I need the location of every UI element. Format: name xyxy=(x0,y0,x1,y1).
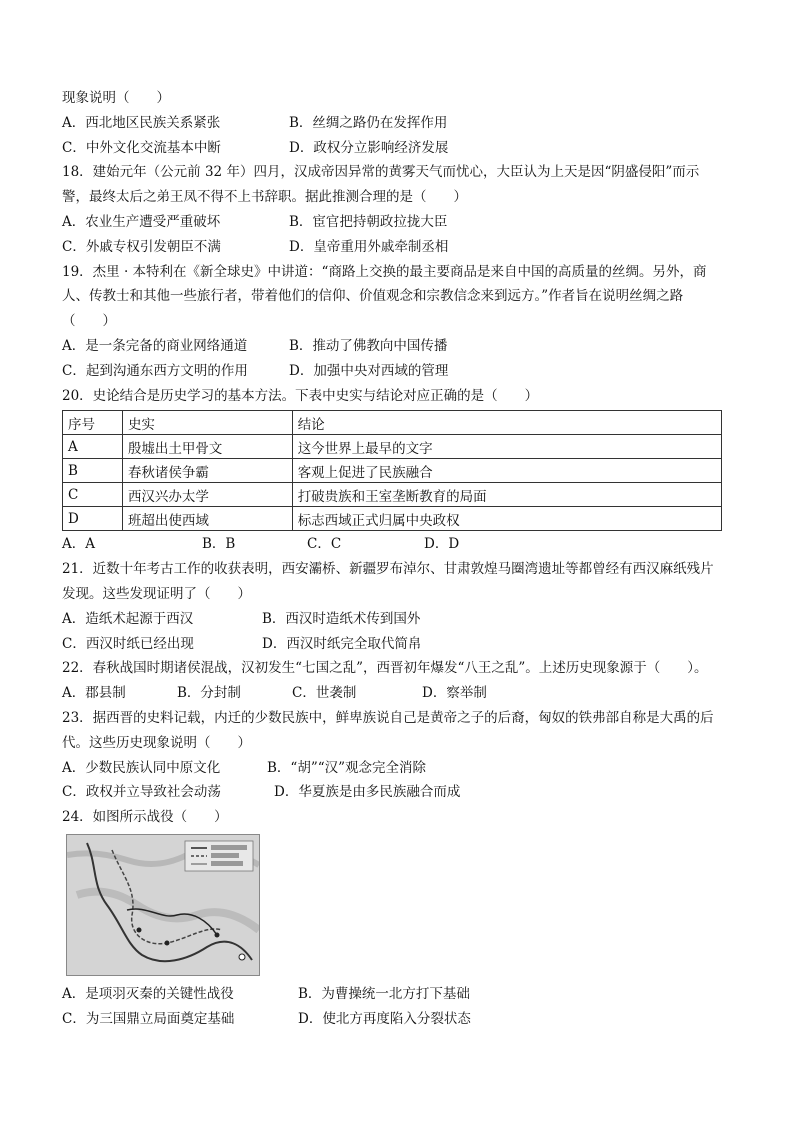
table-cell: 打破贵族和王室垄断教育的局面 xyxy=(292,483,721,507)
q17-stem: 现象说明（ ） xyxy=(62,90,170,106)
q19-options-row2 xyxy=(62,359,732,384)
table-row xyxy=(63,459,722,483)
table-row xyxy=(63,435,722,459)
table-cell: 标志西域正式归属中央政权 xyxy=(292,507,721,531)
q19-option-a[interactable]: A．是一条完备的商业网络通道 xyxy=(62,337,248,354)
q22-option-c[interactable]: C．世袭制 xyxy=(292,685,357,702)
table-cell: 客观上促进了民族融合 xyxy=(292,459,721,483)
q17-option-d[interactable]: D．政权分立影响经济发展 xyxy=(289,139,449,156)
q17-option-c[interactable]: C．中外文化交流基本中断 xyxy=(62,139,221,156)
table-header-cell: 史实 xyxy=(122,411,292,435)
q24-options-row2 xyxy=(62,1007,732,1032)
q23-options-row1 xyxy=(62,756,732,781)
q20-option-a[interactable]: A．A xyxy=(62,536,95,553)
q17-options-row1 xyxy=(62,111,732,136)
q23-stem-line2: 代。这些历史现象说明（ ） xyxy=(62,734,251,751)
q18-options-row2 xyxy=(62,235,732,260)
q20-options-row xyxy=(62,532,732,557)
q21-option-a[interactable]: A．造纸术起源于西汉 xyxy=(62,610,194,627)
exam-page xyxy=(62,86,732,1032)
q18-option-b[interactable]: B．宦官把持朝政拉拢大臣 xyxy=(289,213,448,230)
q18-option-d[interactable]: D．皇帝重用外戚牵制丞相 xyxy=(289,238,449,255)
q24-option-b[interactable]: B．为曹操统一北方打下基础 xyxy=(298,985,470,1002)
q24-options-row1 xyxy=(62,982,732,1007)
q17-option-b[interactable]: B．丝绸之路仍在发挥作用 xyxy=(289,114,448,131)
q20-option-d[interactable]: D．D xyxy=(424,536,460,553)
q22-options-row xyxy=(62,681,732,706)
battle-map-image xyxy=(66,834,260,976)
q19-stem-line1: 19．杰里 · 本特利在《新全球史》中讲道：“商路上交换的最主要商品是来自中国的高质量的丝绸。另外，商 xyxy=(62,263,707,280)
q19-stem-line2: 人、传教士和其他一些旅行者，带着他们的信仰、价值观念和宗教信念来到远方。”作者旨在说明丝绸之路 xyxy=(62,288,684,305)
table-cell: B xyxy=(63,459,123,483)
table-cell: C xyxy=(63,483,123,507)
q21-stem-line2: 发现。这些发现证明了（ ） xyxy=(62,585,251,602)
q17-options-row2 xyxy=(62,136,732,161)
q19-option-d[interactable]: D．加强中央对西域的管理 xyxy=(289,362,449,379)
table-header-cell: 结论 xyxy=(292,411,721,435)
table-cell: 这今世界上最早的文字 xyxy=(292,435,721,459)
q23-option-a[interactable]: A．少数民族认同中原文化 xyxy=(62,759,221,776)
table-cell: 春秋诸侯争霸 xyxy=(122,459,292,483)
q23-options-row2 xyxy=(62,780,732,805)
table-header-cell: 序号 xyxy=(63,411,123,435)
q19-options-row1 xyxy=(62,334,732,359)
q23-option-c[interactable]: C．政权并立导致社会动荡 xyxy=(62,784,221,801)
q24-option-a[interactable]: A．是项羽灭秦的关键性战役 xyxy=(62,985,234,1002)
q21-option-b[interactable]: B．西汉时造纸术传到国外 xyxy=(262,610,421,627)
q24-stem: 24．如图所示战役（ ） xyxy=(62,809,228,826)
q22-option-d[interactable]: D．察举制 xyxy=(422,685,487,702)
q18-stem-line2: 警，最终太后之弟王凤不得不上书辞职。据此推测合理的是（ ） xyxy=(62,189,467,206)
q20-option-c[interactable]: C．C xyxy=(307,536,342,553)
q23-option-b[interactable]: B．“胡”“汉”观念完全消除 xyxy=(267,759,427,776)
q20-stem: 20．史论结合是历史学习的基本方法。下表中史实与结论对应正确的是（ ） xyxy=(62,387,539,404)
q18-option-a[interactable]: A．农业生产遭受严重破坏 xyxy=(62,213,221,230)
q23-option-d[interactable]: D．华夏族是由多民族融合而成 xyxy=(274,784,461,801)
q18-stem-line1: 18．建始元年（公元前 32 年）四月，汉成帝因异常的黄雾天气而忧心，大臣认为上天是因“阴盛侵阳”而示 xyxy=(62,164,700,181)
table-row xyxy=(63,507,722,531)
q18-options-row1 xyxy=(62,210,732,235)
q24-option-c[interactable]: C．为三国鼎立局面奠定基础 xyxy=(62,1010,235,1027)
table-cell: 殷墟出土甲骨文 xyxy=(122,435,292,459)
q23-stem-line1: 23．据西晋的史料记载，内迁的少数民族中，鲜卑族说自己是黄帝之子的后裔，匈奴的铁弗部自称是大禹的后 xyxy=(62,709,714,726)
table-cell: 班超出使西域 xyxy=(122,507,292,531)
q21-options-row2 xyxy=(62,632,732,657)
q18-option-c[interactable]: C．外戚专权引发朝臣不满 xyxy=(62,238,221,255)
q22-option-b[interactable]: B．分封制 xyxy=(177,685,241,702)
q21-option-c[interactable]: C．西汉时纸已经出现 xyxy=(62,635,194,652)
q19-stem-line3: （ ） xyxy=(62,313,116,330)
q22-stem: 22．春秋战国时期诸侯混战，汉初发生“七国之乱”，西晋初年爆发“八王之乱”。上述历史现象源于（ ）。 xyxy=(62,660,708,677)
q20-table xyxy=(62,410,722,531)
q21-stem-line1: 21．近数十年考古工作的收获表明，西安灞桥、新疆罗布淖尔、甘肃敦煌马圈湾遗址等都曾经有西汉麻纸残片 xyxy=(62,561,714,578)
table-row xyxy=(63,483,722,507)
q19-option-c[interactable]: C．起到沟通东西方文明的作用 xyxy=(62,362,248,379)
table-cell: 西汉兴办太学 xyxy=(122,483,292,507)
q21-options-row1 xyxy=(62,607,732,632)
q19-option-b[interactable]: B．推动了佛教向中国传播 xyxy=(289,337,448,354)
q22-option-a[interactable]: A．郡县制 xyxy=(62,685,126,702)
q21-option-d[interactable]: D．西汉时纸完全取代简帛 xyxy=(262,635,422,652)
table-cell: D xyxy=(63,507,123,531)
q20-option-b[interactable]: B．B xyxy=(202,536,236,553)
q24-option-d[interactable]: D．使北方再度陷入分裂状态 xyxy=(298,1010,471,1027)
q17-option-a[interactable]: A．西北地区民族关系紧张 xyxy=(62,114,221,131)
table-cell: A xyxy=(63,435,123,459)
table-header-row xyxy=(63,411,722,435)
map-graphic xyxy=(67,835,259,975)
